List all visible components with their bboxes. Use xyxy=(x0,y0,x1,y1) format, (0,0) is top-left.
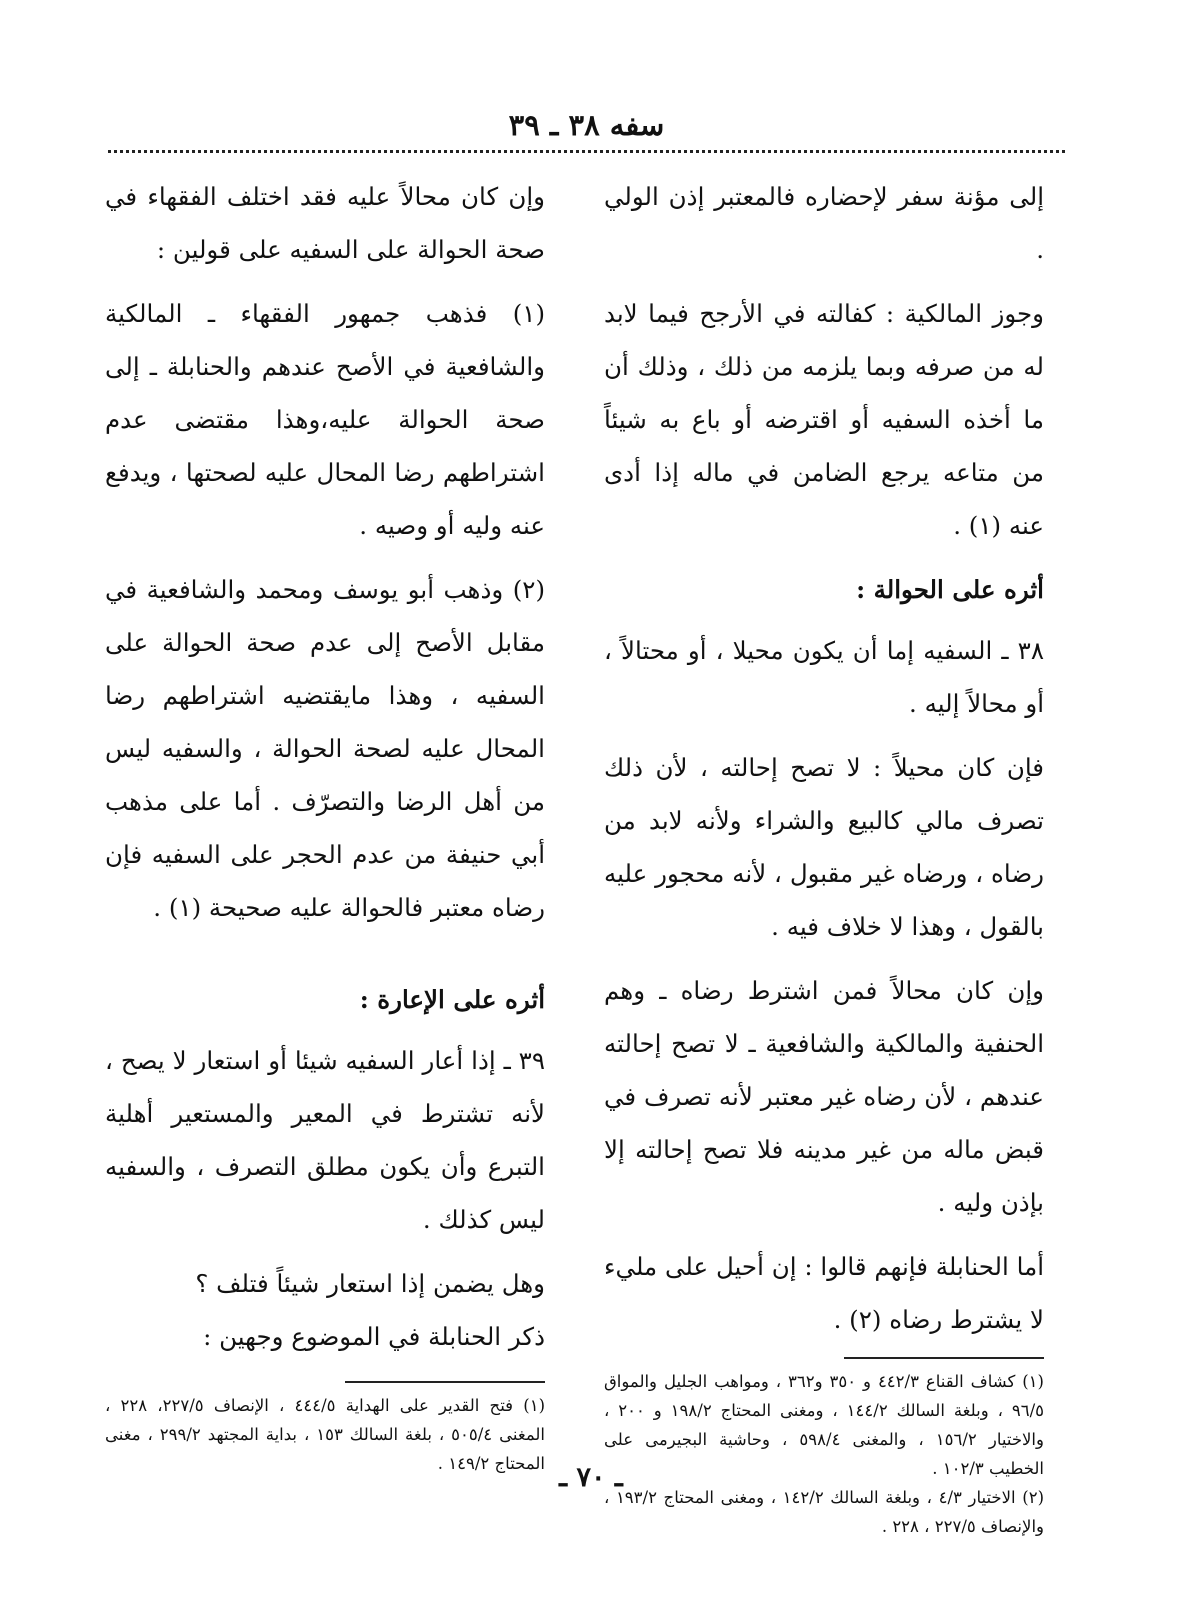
left-paragraph-6: ذكر الحنابلة في الموضوع وجهين : xyxy=(203,1322,545,1351)
right-column xyxy=(604,170,1044,1541)
right-paragraph-4: فإن كان محيلاً : لا تصح إحالته ، لأن ذلك تصرف مالي كالبيع والشراء ولأنه لابد من رضاه ، ورضاه غير مقبول ، لأنه محجور عليه بالقول ، وهذا لا خلاف فيه . xyxy=(604,753,1044,941)
footnote-separator xyxy=(345,1381,545,1383)
page-header-title: سفه ٣٨ ـ ٣٩ xyxy=(508,108,665,142)
right-paragraph-3: ٣٨ ـ السفيه إما أن يكون محيلا ، أو محتالاً ، أو محالاً إليه . xyxy=(604,636,1044,718)
left-paragraph-3: (٢) وذهب أبو يوسف ومحمد والشافعية في مقابل الأصح إلى عدم صحة الحوالة على السفيه ، وهذا مايقتضيه اشتراطهم رضا المحال عليه لصحة الحوالة ، والسفيه ليس من أهل الرضا والتصرّف . أما على مذهب أبي حنيفة من عدم الحجر على السفيه فإن رضاه معتبر فالحوالة عليه صحيحة (١) . xyxy=(105,575,545,922)
left-paragraph-1: وإن كان محالاً عليه فقد اختلف الفقهاء في صحة الحوالة على السفيه على قولين : xyxy=(105,182,545,264)
right-paragraph-2: وجوز المالكية : كفالته في الأرجح فيما لابد له من صرفه وبما يلزمه من ذلك ، وذلك أن ما أخذه السفيه أو اقترضه أو باع به شيئاً من متاعه يرجع الضامن في ماله إذا أدى عنه (١) . xyxy=(604,299,1044,540)
right-paragraph-1: إلى مؤنة سفر لإحضاره فالمعتبر إذن الولي . xyxy=(604,182,1044,264)
right-footnote-1: (١) كشاف القناع ٤٤٢/٣ و ٣٥٠ و٣٦٢ ، ومواهب الجليل والمواق ٩٦/٥ ، وبلغة السالك ١٤٤/٢ ، ومغنى المحتاج ١٩٨/٢ و ٢٠٠ ، والاختيار ١٥٦/٢ ، والمغنى ٥٩٨/٤ ، وحاشية البجيرمى على الخطيب ١٠٢/٣ . xyxy=(604,1372,1044,1478)
right-paragraph-6: أما الحنابلة فإنهم قالوا : إن أحيل على مليء لا يشترط رضاه (٢) . xyxy=(604,1252,1044,1334)
left-paragraph-4: ٣٩ ـ إذا أعار السفيه شيئا أو استعار لا يصح ، لأنه تشترط في المعير والمستعير أهلية التبرع وأن يكون مطلق التصرف ، والسفيه ليس كذلك . xyxy=(105,1046,545,1234)
page-number: ـ ٧٠ ـ xyxy=(559,1462,623,1493)
right-footnote-2: (٢) الاختيار ٤/٣ ، وبلغة السالك ١٤٢/٢ ، ومغنى المحتاج ١٩٣/٢ ، والإنصاف ٢٢٧/٥ ، ٢٢٨ . xyxy=(604,1488,1044,1536)
header-dotted-rule xyxy=(108,150,1065,153)
footnote-separator xyxy=(844,1357,1044,1359)
left-column xyxy=(105,170,545,1478)
right-paragraph-5: وإن كان محالاً فمن اشترط رضاه ـ وهم الحنفية والمالكية والشافعية ـ لا تصح إحالته عندهم ، لأن رضاه غير معتبر لأنه تصرف في قبض ماله من غير مدينه فلا تصح إحالته إلا بإذن وليه . xyxy=(604,976,1044,1217)
left-paragraph-5: وهل يضمن إذا استعار شيئاً فتلف ؟ xyxy=(195,1269,545,1298)
left-paragraph-2: (١) فذهب جمهور الفقهاء ـ المالكية والشافعية في الأصح عندهم والحنابلة ـ إلى صحة الحوالة عليه،وهذا مقتضى عدم اشتراطهم رضا المحال عليه لصحتها ، ويدفع عنه وليه أو وصيه . xyxy=(105,299,545,540)
left-footnote-1: (١) فتح القدير على الهداية ٤٤٤/٥ ، الإنصاف ٢٢٧/٥، ٢٢٨ ، المغنى ٥٠٥/٤ ، بلغة السالك ١٥٣ ، بداية المجتهد ٢٩٩/٢ ، مغنى المحتاج ١٤٩/٢ . xyxy=(105,1396,545,1473)
section-heading-hawala: أثره على الحوالة : xyxy=(856,575,1044,604)
section-heading-iara: أثره على الإعارة : xyxy=(359,985,545,1014)
